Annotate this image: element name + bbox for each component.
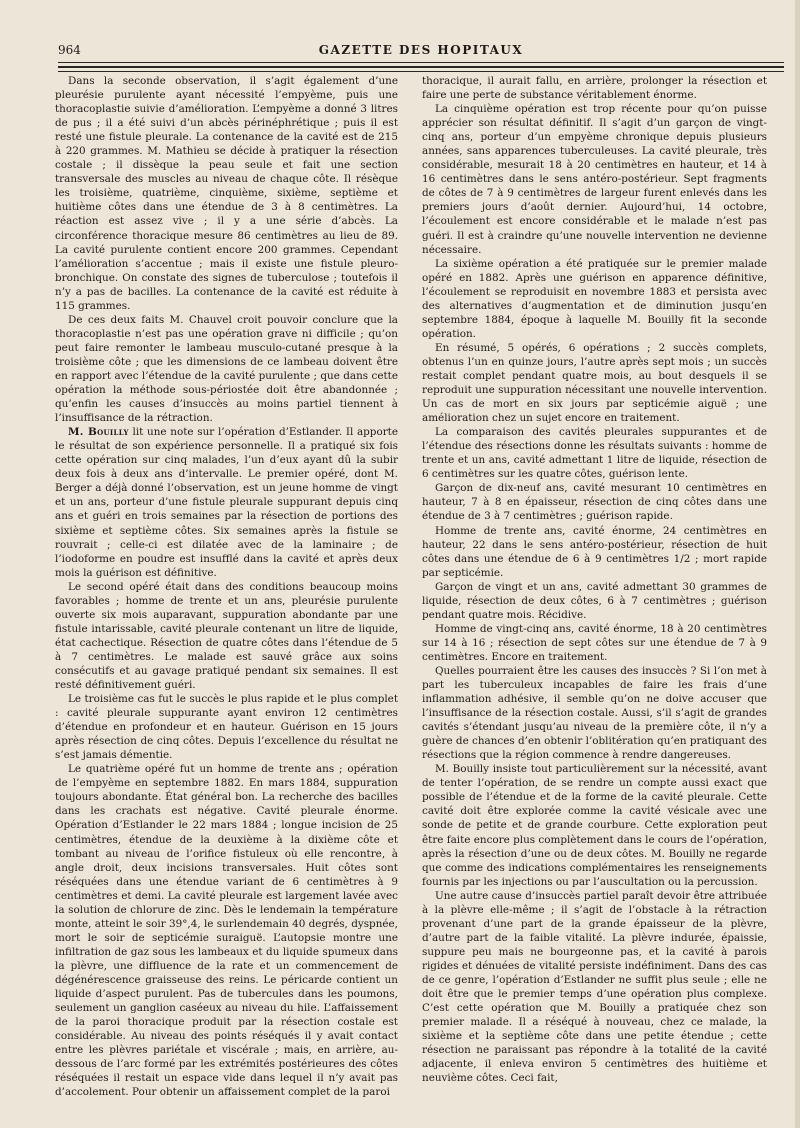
paragraph: Quelles pourraient être les causes des insuccès ? Si l’on met à part les tuberculeux incapables de faire les frais d’une inflammation adhésive, il semble qu’on ne doive accuser que l’insuffisance de la résection costale. Aussi, s’il s’agit de grandes cavités s’étendant jusqu’au niveau de la première côte, il n’y a guère de chances d’en obtenir l’oblitération qu’en pratiquant des résections que la région commence à rendre dangereuses. <box>422 664 767 762</box>
paragraph: Une autre cause d’insuccès partiel paraît devoir être attribuée à la plèvre elle-même ; il s’agit de l’obstacle à la rétraction provenant d’une part de la grande épaisseur de la plèvre, d’autre part de la faible vitalité. La plèvre indurée, épaissie, suppure peu mais ne bourgeonne pas, et la cavité à parois rigides et dénuées de vitalité persiste indéfiniment. Dans des cas de ce genre, l’opération d’Estlander ne suffit plus seule ; elle ne doit être que le premier temps d’une opération plus complexe. C’est cette opération que M. Bouilly a pratiquée chez son premier malade. Il a réséqué à nouveau, chez ce malade, la sixième et la septième côte dans une petite étendue ; cette résection ne paraissant pas répondre à la totalité de la cavité adjacente, il enleva environ 5 centimètres des huitième et neuvième côtes. Ceci fait, <box>422 889 767 1085</box>
paragraph: De ces deux faits M. Chauvel croit pouvoir conclure que la thoracoplastie n’est pas une opération grave ni difficile ; qu’on peut faire remonter le lambeau musculo-cutané presque à la troisième côte ; que les dimensions de ce lambeau doivent être en rapport avec l’étendue de la cavité purulente ; que dans cette opération la méthode sous-périostée doit être abandonnée ; qu’enfin les causes d’insuccès au moins partiel tiennent à l’insuffisance de la rétraction. <box>55 313 398 425</box>
header-rule-middle <box>58 66 784 68</box>
paragraph: Garçon de vingt et un ans, cavité admettant 30 grammes de liquide, résection de deux côtes, 6 à 7 centimètres ; guérison pendant quatre mois. Récidive. <box>422 580 767 621</box>
paragraph: En résumé, 5 opérés, 6 opérations ; 2 succès complets, obtenus l’un en quinze jours, l’autre après sept mois ; un succès restait complet pendant quatre mois, au bout desquels il se reproduit une suppuration nécessitant une nouvelle intervention. Un cas de mort en six jours par septicémie aiguë ; une amélioration chez un sujet encore en traitement. <box>422 341 767 425</box>
journal-title: GAZETTE DES HOPITAUX <box>318 43 524 57</box>
page-edge <box>795 0 800 1128</box>
page-number: 964 <box>58 43 81 57</box>
header-rule-bottom <box>58 71 784 72</box>
paragraph: La cinquième opération est trop récente pour qu’on puisse apprécier son résultat définitif. Il s’agit d’un garçon de vingt-cinq ans, porteur d’un empyème chronique depuis plusieurs années, sans apparences tuberculeuses. La cavité pleurale, très considérable, mesurait 18 à 20 centimètres en hauteur, et 14 à 16 centimètres dans le sens antéro-postérieur. Sept fragments de côtes de 7 à 9 centimètres de largeur furent enlevés dans les premiers jours d’août dernier. Aujourd’hui, 14 octobre, l’écoulement est encore considérable et le malade n’est pas guéri. Il est à craindre qu’une nouvelle intervention ne devienne nécessaire. <box>422 103 767 256</box>
right-column <box>422 74 767 1085</box>
paragraph: M. Bouilly insiste tout particulièrement sur la nécessité, avant de tenter l’opération, de se rendre un compte aussi exact que possible de l’étendue et de la forme de la cavité pleurale. Cette cavité doit être explorée comme la cavité vésicale avec une sonde de petite et de grande courbure. Cette exploration peut être faite encore plus complètement dans le cours de l’opération, après la résection d’une ou de deux côtes. M. Bouilly ne regarde que comme des indications complémentaires les renseignements fournis par les injections ou par l’auscultation ou la percussion. <box>422 763 767 888</box>
paragraph: La sixième opération a été pratiquée sur le premier malade opéré en 1882. Après une guérison en apparence définitive, l’écoulement se reproduisit en novembre 1883 et persista avec des alternatives d’augmentation et de diminution jusqu’en septembre 1884, époque à laquelle M. Bouilly fit la seconde opération. <box>422 257 767 340</box>
paragraph: Le second opéré était dans des conditions beaucoup moins favorables ; homme de trente et un ans, pleurésie purulente ouverte six mois auparavant, suppuration abondante par une fistule intarissable, cavité pleurale contenant un litre de liquide, état cachectique. Résection de quatre côtes dans l’étendue de 5 à 7 centimètres. Le malade est sauvé grâce aux soins consécutifs et au gavage pratiqué pendant six semaines. Il est resté définitivement guéri. <box>55 580 398 692</box>
paragraph: Le quatrième opéré fut un homme de trente ans ; opération de l’empyème en septembre 1882. En mars 1884, suppuration toujours abondante. État général bon. La recherche des bacilles dans les crachats est négative. Cavité pleurale énorme. Opération d’Estlander le 22 mars 1884 ; longue incision de 25 centimètres, étendue de la deuxième à la dixième côte et tombant au niveau de l’orifice fistuleux où elle rencontre, à angle droit, deux incisions transversales. Huit côtes sont réséquées dans une étendue variant de 6 centimètres à 9 centimètres et demi. La cavité pleurale est largement lavée avec la solution de chlorure de zinc. Dès le lendemain la température monte, atteint le soir 39°,4, le surlendemain 40 degrés, dyspnée, mort le soir de septicémie suraiguë. L’autopsie montre une infiltration de gaz sous les lambeaux et du liquide spumeux dans la plèvre, une diffluence de la rate et un commencement de dégénérescence graisseuse des reins. Le péricarde contient un liquide d’aspect purulent. Pas de tubercules dans les poumons, seulement un ganglion caséeux au niveau du hile. L’affaissement de la paroi thoracique produit par la résection costale est considérable. Au niveau des points réséqués il y avait contact entre les plèvres pariétale et viscérale ; mais, en arrière, au-dessous de l’arc formé par les extrémités postérieures des côtes réséquées il restait un espace vide dans lequel il n’y avait pas d’accolement. Pour obtenir un affaissement complet de la paroi <box>55 763 398 1099</box>
speaker-name: M. Bouilly <box>68 426 129 439</box>
paragraph: thoracique, il aurait fallu, en arrière, prolonger la résection et faire une perte de substance véritablement énorme. <box>422 75 767 102</box>
paragraph: Le troisième cas fut le succès le plus rapide et le plus complet : cavité pleurale suppurante ayant environ 12 centimètres d’étendue en profondeur et en hauteur. Guérison en 15 jours après résection de cinq côtes. Depuis l’excellence du résultat ne s’est jamais démentie. <box>55 693 398 762</box>
paragraph: Homme de vingt-cinq ans, cavité énorme, 18 à 20 centimètres sur 14 à 16 ; résection de sept côtes sur une étendue de 7 à 9 centimètres. Encore en traitement. <box>422 622 767 663</box>
paragraph <box>55 425 398 580</box>
paragraph: Homme de trente ans, cavité énorme, 24 centimètres en hauteur, 22 dans le sens antéro-postérieur, résection de huit côtes dans une étendue de 6 à 9 centimètres 1/2 ; mort rapide par septicémie. <box>422 524 767 579</box>
paragraph-text: lit une note sur l’opération d’Estlander. Il apporte le résultat de son expérience personnelle. Il a pratiqué six fois cette opération sur cinq malades, l’un d’eux ayant dû la subir deux fois à deux ans d’intervalle. Le premier opéré, dont M. Berger a déjà donné l’observation, est un jeune homme de vingt et un ans, porteur d’une fistule pleurale suppurant depuis cinq ans et guéri en trois semaines par la résection de portions des sixième et septième côtes. Six semaines après la fistule se rouvrait ; celle-ci est dilatée avec de la laminaire ; de l’iodoforme en poudre est insufflé dans la cavité et après deux mois la guérison est définitive. <box>55 426 399 579</box>
paragraph: Dans la seconde observation, il s’agit également d’une pleurésie purulente ayant nécessité l’empyème, puis une thoracoplastie suivie d’amélioration. L’empyème a donné 3 litres de pus ; il a été suivi d’un abcès périnéphrétique ; puis il est resté une fistule pleurale. La contenance de la cavité est de 215 à 220 grammes. M. Mathieu se décide à pratiquer la résection costale ; il dissèque la peau seule et fait une section transversale des muscles au niveau de chaque côte. Il résèque les troisième, quatrième, cinquième, sixième, septième et huitième côtes dans une étendue de 3 à 8 centimètres. La réaction est assez vive ; il y a une série d’abcès. La circonférence thoracique mesure 86 centimètres au lieu de 89. La cavité purulente contient encore 200 grammes. Cependant l’amélioration s’accentue ; mais il existe une fistule pleuro-bronchique. On constate des signes de tuberculose ; toutefois il n’y a pas de bacilles. La contenance de la cavité est réduite à 115 grammes. <box>55 75 398 312</box>
left-column <box>55 74 398 1099</box>
header-rule-top <box>58 62 784 63</box>
paragraph: La comparaison des cavités pleurales suppurantes et de l’étendue des résections donne les résultats suivants : homme de trente et un ans, cavité admettant 1 litre de liquide, résection de 6 centimètres sur les quatre côtes, guérison lente. <box>422 426 767 481</box>
paragraph: Garçon de dix-neuf ans, cavité mesurant 10 centimètres en hauteur, 7 à 8 en épaisseur, résection de cinq côtes dans une étendue de 3 à 7 centimètres ; guérison rapide. <box>422 482 767 523</box>
